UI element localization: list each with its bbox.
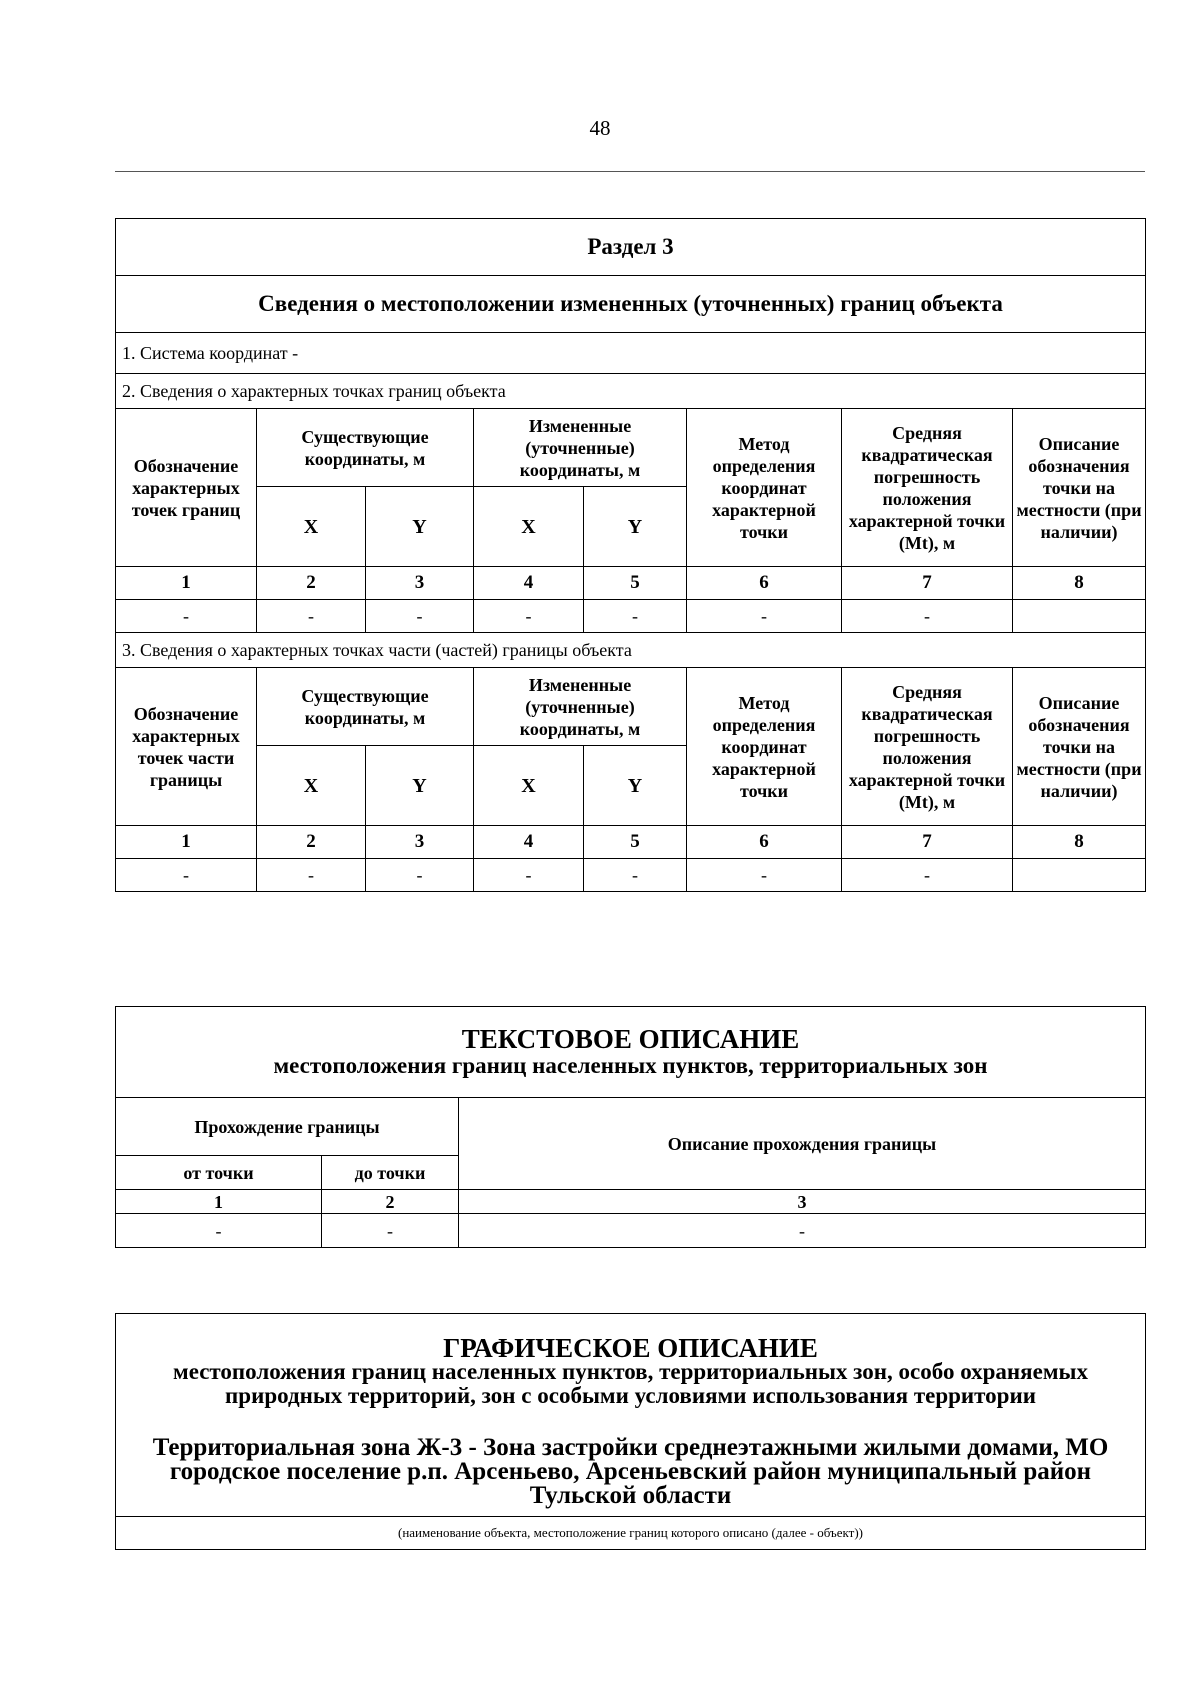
x-header: X	[474, 487, 584, 567]
table-cell: -	[116, 600, 257, 633]
existing-coords-header: Существующие координаты, м	[257, 668, 474, 746]
y-header: Y	[366, 746, 474, 826]
column-number: 4	[474, 826, 584, 859]
column-number: 2	[257, 567, 366, 600]
column-number: 8	[1013, 567, 1146, 600]
method-header: Метод определения координат характерной точки	[687, 668, 842, 826]
y-header: Y	[584, 746, 687, 826]
graphic-description-table	[115, 1313, 1146, 1550]
column-number: 8	[1013, 826, 1146, 859]
header-rule	[115, 171, 1145, 172]
error-header: Средняя квадратическая погрешность положения характерной точки (Mt), м	[842, 409, 1013, 567]
graphic-description-title: ГРАФИЧЕСКОЕ ОПИСАНИЕ	[443, 1333, 818, 1363]
column-number: 5	[584, 826, 687, 859]
y-header: Y	[366, 487, 474, 567]
x-header: X	[257, 746, 366, 826]
passage-description-header: Описание прохождения границы	[459, 1098, 1146, 1190]
column-number: 7	[842, 826, 1013, 859]
column-number: 3	[459, 1190, 1146, 1214]
passage-header: Прохождение границы	[116, 1098, 459, 1156]
column-number: 1	[116, 1190, 322, 1214]
table-cell: -	[116, 1214, 322, 1248]
method-header: Метод определения координат характерной точки	[687, 409, 842, 567]
table-cell: -	[687, 600, 842, 633]
coord-system: 1. Система координат -	[116, 333, 1146, 374]
object-note: (наименование объекта, местоположение границ которого описано (далее - объект))	[116, 1517, 1146, 1550]
column-number: 3	[366, 826, 474, 859]
column-number: 1	[116, 826, 257, 859]
existing-coords-header: Существующие координаты, м	[257, 409, 474, 487]
description-header: Описание обозначения точки на местности (при наличии)	[1013, 668, 1146, 826]
graphic-description-subtitle: местоположения границ населенных пунктов, территориальных зон, особо охраняемых природных территорий, зон с особыми условиями использования территории	[173, 1359, 1088, 1408]
changed-coords-header: Измененные (уточненные) координаты, м	[474, 668, 687, 746]
table-cell: -	[366, 859, 474, 892]
column-number: 4	[474, 567, 584, 600]
table-cell: -	[257, 600, 366, 633]
table-cell: -	[687, 859, 842, 892]
changed-coords-header: Измененные (уточненные) координаты, м	[474, 409, 687, 487]
column-number: 3	[366, 567, 474, 600]
table-cell: -	[584, 600, 687, 633]
section-title: Раздел 3	[116, 219, 1146, 276]
column-number: 2	[257, 826, 366, 859]
column-number: 2	[322, 1190, 459, 1214]
table-cell: -	[474, 859, 584, 892]
table-cell: -	[257, 859, 366, 892]
table-cell	[1013, 859, 1146, 892]
table-cell: -	[322, 1214, 459, 1248]
text-description-title-cell	[116, 1007, 1146, 1098]
page-number: 48	[589, 116, 611, 140]
section3-table	[115, 218, 1146, 892]
from-point-header: от точки	[116, 1156, 322, 1190]
table-cell: -	[584, 859, 687, 892]
column-number: 7	[842, 567, 1013, 600]
object-name: Территориальная зона Ж-3 - Зона застройки среднеэтажными жилыми домами, МО городское поселение р.п. Арсеньево, Арсеньевский район муниципальный район Тульской области	[152, 1434, 1109, 1509]
table-cell: -	[459, 1214, 1146, 1248]
parts-heading: 3. Сведения о характерных точках части (частей) границы объекта	[116, 633, 1146, 668]
description-header: Описание обозначения точки на местности (при наличии)	[1013, 409, 1146, 567]
to-point-header: до точки	[322, 1156, 459, 1190]
text-description-title: ТЕКСТОВОЕ ОПИСАНИЕ	[461, 1024, 800, 1054]
x-header: X	[257, 487, 366, 567]
graphic-description-cell	[116, 1314, 1146, 1517]
designation-part-header: Обозначение характерных точек части границы	[116, 668, 257, 826]
error-header: Средняя квадратическая погрешность положения характерной точки (Mt), м	[842, 668, 1013, 826]
text-description-table	[115, 1006, 1146, 1248]
table-cell	[1013, 600, 1146, 633]
table-cell: -	[474, 600, 584, 633]
text-description-subtitle: местоположения границ населенных пунктов, территориальных зон	[273, 1053, 988, 1078]
column-number: 1	[116, 567, 257, 600]
y-header: Y	[584, 487, 687, 567]
column-number: 5	[584, 567, 687, 600]
table-cell: -	[842, 600, 1013, 633]
table-cell: -	[366, 600, 474, 633]
x-header: X	[474, 746, 584, 826]
column-number: 6	[687, 567, 842, 600]
table-cell: -	[116, 859, 257, 892]
designation-header: Обозначение характерных точек границ	[116, 409, 257, 567]
section-subtitle: Сведения о местоположении измененных (уточненных) границ объекта	[116, 276, 1146, 333]
points-heading: 2. Сведения о характерных точках границ объекта	[116, 374, 1146, 409]
column-number: 6	[687, 826, 842, 859]
table-cell: -	[842, 859, 1013, 892]
